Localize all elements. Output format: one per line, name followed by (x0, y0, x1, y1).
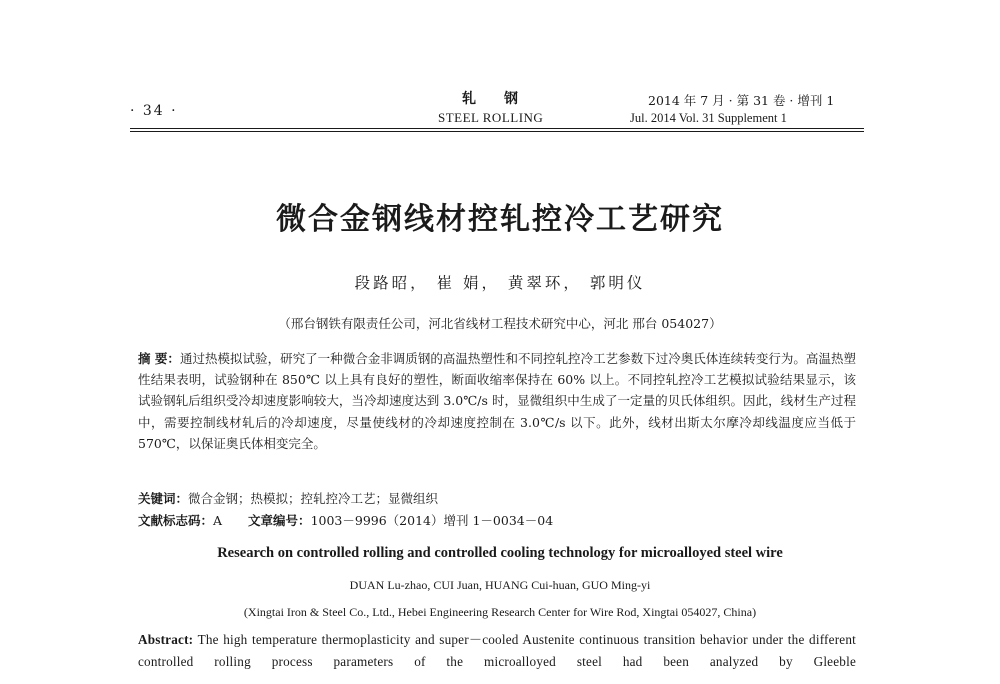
abstract-en (138, 629, 856, 673)
journal-name-cn: 轧钢 (462, 91, 546, 107)
paper-title-cn: 微合金钢线材控轧控冷工艺研究 (276, 202, 724, 237)
issue-info-cn: 2014 年 7 月 · 第 31 卷 · 增刊 1 (648, 93, 835, 108)
article-number-label: 文章编号： (248, 513, 311, 528)
affiliation-cn: （邢台钢铁有限责任公司，河北省线材工程技术研究中心，河北 邢台 054027） (278, 316, 722, 331)
abstract-en-label: Abstract: (138, 632, 194, 647)
header-rule-bottom (130, 131, 864, 132)
issue-info-en: Jul. 2014 Vol. 31 Supplement 1 (630, 111, 787, 125)
abstract-cn-label: 摘 要： (138, 351, 180, 366)
abstract-cn (138, 348, 856, 454)
authors-cn: 段路昭， 崔 娟， 黄翠环， 郭明仪 (354, 274, 646, 292)
doc-code-value: A (213, 513, 223, 528)
keywords-cn (138, 489, 438, 507)
journal-name-en: STEEL ROLLING (438, 110, 544, 125)
keywords-cn-label: 关键词： (138, 491, 189, 506)
page-number: · 34 · (130, 103, 178, 119)
doc-code-label: 文献标志码： (138, 513, 214, 528)
abstract-cn-text: 通过热模拟试验，研究了一种微合金非调质钢的高温热塑性和不同控轧控冷工艺参数下过冷奥氏体连续转变行为。高温热塑性结果表明，试验钢种在 850℃ 以上具有良好的塑性，断面收缩率保持在 60% 以上。不同控轧控冷工艺模拟试验结果显示，该试验钢轧后组织受冷却速度影响较大，当冷却速度达到 3.0℃/s 时，显微组织中生成了一定量的贝氏体组织。因此，线材生产过程中，需要控制线材轧后的冷却速度，尽量使线材的冷却速度控制在 3.0℃/s 以下。此外，线材出斯太尔摩冷却线温度应当低于 570℃，以保证奥氏体相变完全。 (138, 351, 856, 451)
affiliation-en: (Xingtai Iron & Steel Co., Ltd., Hebei Engineering Research Center for Wire Rod, Xingtai 054027, China) (243, 605, 757, 619)
paper-title-en: Research on controlled rolling and controlled cooling technology for microalloyed steel wire (217, 545, 783, 561)
document-codes-cn (138, 511, 553, 529)
authors-en: DUAN Lu-zhao, CUI Juan, HUANG Cui-huan, GUO Ming-yi (349, 578, 651, 592)
abstract-en-text: The high temperature thermoplasticity and super－cooled Austenite continuous transition behavior under the different controlled rolling process parameters of the microalloyed steel had been analyzed by Gleeble (138, 632, 856, 669)
article-number-value: 1003－9996（2014）增刊 1－0034－04 (310, 513, 554, 528)
keywords-cn-text: 微合金钢；热模拟；控轧控冷工艺；显微组织 (188, 491, 439, 506)
header-rule-top (130, 128, 864, 129)
